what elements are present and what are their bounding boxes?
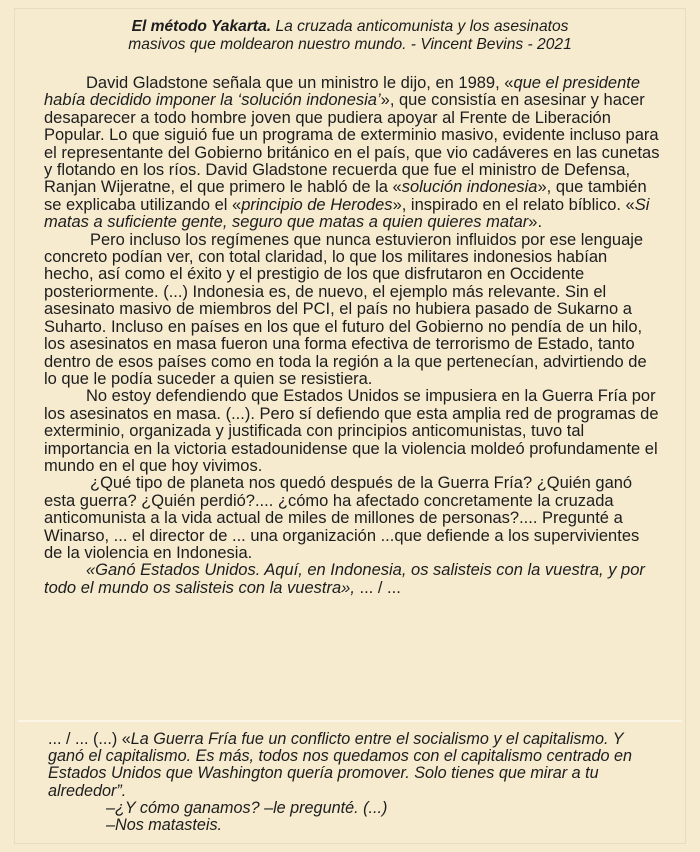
quote-run: Si matas a suficiente gente, seguro que matas a quien quieres matar: [44, 195, 650, 232]
quote-run: que el presidente había decidido imponer la ‘solución indonesia’: [44, 74, 641, 110]
dialog-answer: –Nos matasteis.: [106, 816, 223, 835]
divider: [18, 720, 682, 722]
closing-paragraph: [48, 731, 652, 800]
quote-run: «Ganó Estados Unidos. Aquí, en Indonesia, os salisteis con la vuestra, y por todo el mundo os salisteis con la vuestra»,: [44, 561, 645, 597]
paragraph-4: ¿Qué tipo de planeta nos quedó después de la Guerra Fría? ¿Quién ganó esta guerra? ¿Quién perdió?.... ¿cómo ha afectado concretamente la cruzada anticomunista a la vida actual de miles de millones de personas?.... Pregunté a Winarso, ... el director de ... una organización ...que defiende a los supervivientes de la violencia en Indonesia.: [44, 474, 640, 562]
dialog-question: –¿Y cómo ganamos? –le pregunté. (...): [106, 798, 388, 817]
quote-run: La Guerra Fría fue un conflicto entre el socialismo y el capitalismo. Y ganó el capitalismo. Es más, todos nos quedamos con el capitalismo centrado en Estados Unidos que Washington quería promover. Solo tienes que mirar a tu alrededor: [48, 730, 632, 800]
closing-quote: [48, 731, 652, 834]
ellipsis-marker: ... / ...: [359, 578, 401, 597]
text-run: ».: [528, 213, 543, 232]
citation-header: [0, 18, 700, 54]
paragraph-2: Pero incluso los regímenes que nunca estuvieron influidos por ese lenguaje concreto podían ver, con total claridad, lo que los militares indonesios habían hecho, así como el éxito y el prestigio de los que disfrutaron en Occidente posteriormente. (...) Indonesia es, de nuevo, el ejemplo más relevante. Sin el asesinato masivo de miembros del PCI, el país no hubiera pasado de Sukarno a Suharto. Incluso en países en los que el futuro del Gobierno no pendía de un hilo, los asesinatos en masa fueron una forma efectiva de terrorismo de Estado, tanto dentro de esos países como en toda la región a la que pertenecían, advirtiendo de lo que le podía suceder a quien se resistiera.: [44, 230, 647, 388]
book-subtitle: La cruzada anticomunista y los asesinatos: [275, 18, 569, 35]
text-run: David Gladstone señala que un ministro le dijo, en 1989, «: [86, 74, 514, 92]
paragraph-5: [44, 562, 660, 597]
book-title: El método Yakarta.: [131, 18, 272, 35]
book-subtitle-line2: masivos que moldearon nuestro mundo. - Vincent Bevins - 2021: [128, 36, 572, 53]
text-run: », inspirado en el relato bíblico. «: [392, 195, 635, 214]
quote-end: ”.: [116, 781, 127, 800]
quote-run: solución indonesia: [401, 178, 538, 197]
excerpt-body: [44, 75, 660, 597]
paragraph-1: [44, 75, 660, 232]
quote-run: principio de Herodes: [241, 195, 393, 214]
lead-marker: ... / ... (...) «: [48, 730, 131, 748]
paragraph-3: No estoy defendiendo que Estados Unidos se impusiera en la Guerra Fría por los asesinatos en masa. (...). Pero sí defiendo que esta amplia red de programas de exterminio, organizada y justificada con principios anticomunistas, tuvo tal importancia en la victoria estadounidense que la violencia moldeó profundamente el mundo en el que hoy vivimos.: [44, 387, 659, 475]
text-run: », que también se explicaba utilizando el «: [44, 178, 647, 214]
text-run: », que consistía en asesinar y hacer desaparecer a todo hombre joven que pudiera apoyar al Frente de Liberación Popular. Lo que siguió fue un programa de exterminio masivo, evidente incluso para el representante del Gobierno británico en el país, que vio cadáveres en las cunetas y flotando en los ríos. David Gladstone recuerda que fue el ministro de Defensa, Ranjan Wijeratne, el que primero le habló de la «: [44, 91, 660, 197]
